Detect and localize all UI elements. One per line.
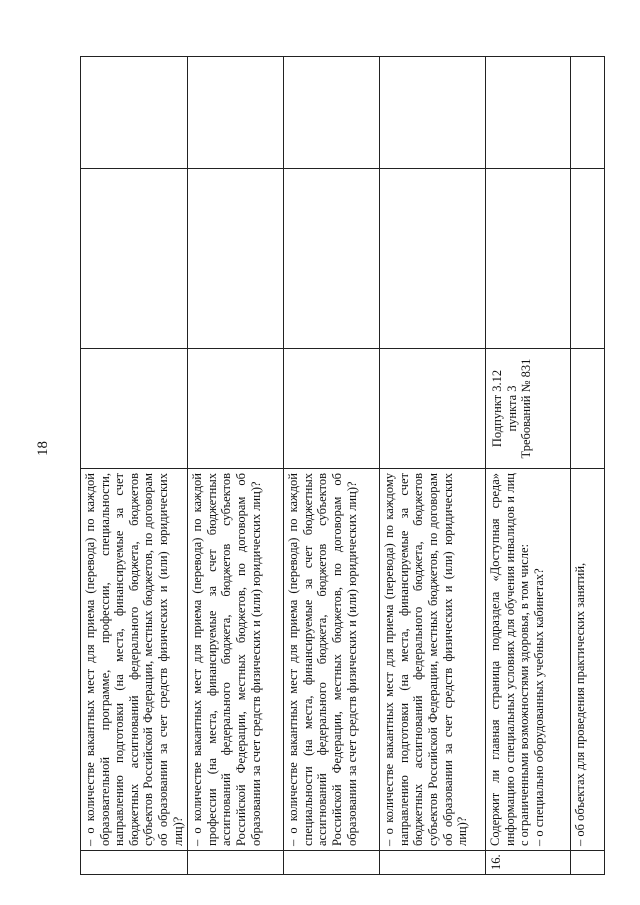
note-cell [571,57,605,169]
question-text: – о количестве вакантных мест для приема (перевода) по каждой специальности (на места, финансируемые за счет бюджетных ассигнований федерального бюджета, бюджетов субъектов Российской Федерации, местных бюджетов, по договорам об образовании за счет средств физических и (или) юридических лиц)? [284,469,380,851]
answer-cell [284,169,380,349]
answer-cell [188,169,284,349]
answer-cell [571,169,605,349]
requirement-ref [81,349,188,469]
checklist-table [80,56,605,875]
note-cell [380,57,486,169]
question-text: – о количестве вакантных мест для приема (перевода) по каждому направлению подготовки (на места, финансируемые за счет бюджетных ассигнований федерального бюджета, бюджетов субъектов Российской Федерации, местных бюджетов, по договорам об образовании за счет средств физических и (или) юридических лиц)? [380,469,486,851]
row-number [571,851,605,875]
question-text: – о количестве вакантных мест для приема (перевода) по каждой профессии (на места, финансируемые за счет бюджетных ассигнований федерального бюджета, бюджетов субъектов Российской Федерации, местных бюджетов, по договорам об образовании за счет средств физических и (или) юридических лиц)? [188,469,284,851]
table-row [188,57,284,875]
row-number: 16. [486,851,571,875]
table-row [81,57,188,875]
answer-cell [380,169,486,349]
row-number [81,851,188,875]
row-number [284,851,380,875]
question-text: Содержит ли главная страница подраздела «Доступная среда» информацию о специальных условиях для обучения инвалидов и лиц с ограниченными возможностями здоровья, в том числе: – о специально оборудованных учебных кабинетах? [486,469,571,851]
table-row [571,57,605,875]
table-row [486,57,571,875]
note-cell [284,57,380,169]
requirement-ref [284,349,380,469]
note-cell [188,57,284,169]
requirement-ref [380,349,486,469]
note-cell [486,57,571,169]
note-cell [81,57,188,169]
requirement-ref [188,349,284,469]
rotated-table-wrapper [80,57,593,875]
answer-cell [81,169,188,349]
page-number: 18 [35,441,51,456]
requirement-ref: Подпункт 3.12 пункта 3 Требований № 831 [486,349,571,469]
question-text: – об объектах для проведения практических занятий, [571,469,605,851]
answer-cell [486,169,571,349]
row-number [380,851,486,875]
requirement-ref [571,349,605,469]
table-row [380,57,486,875]
question-text: – о количестве вакантных мест для приема (перевода) по каждой образовательной программе, профессии, специальности, направлению подготовки (на места, финансируемые за счет бюджетных ассигнований федерального бюджета, бюджетов субъектов Российской Федерации, местных бюджетов, по договорам об образовании за счет средств физических и (или) юридических лиц)? [81,469,188,851]
row-number [188,851,284,875]
table-row [284,57,380,875]
